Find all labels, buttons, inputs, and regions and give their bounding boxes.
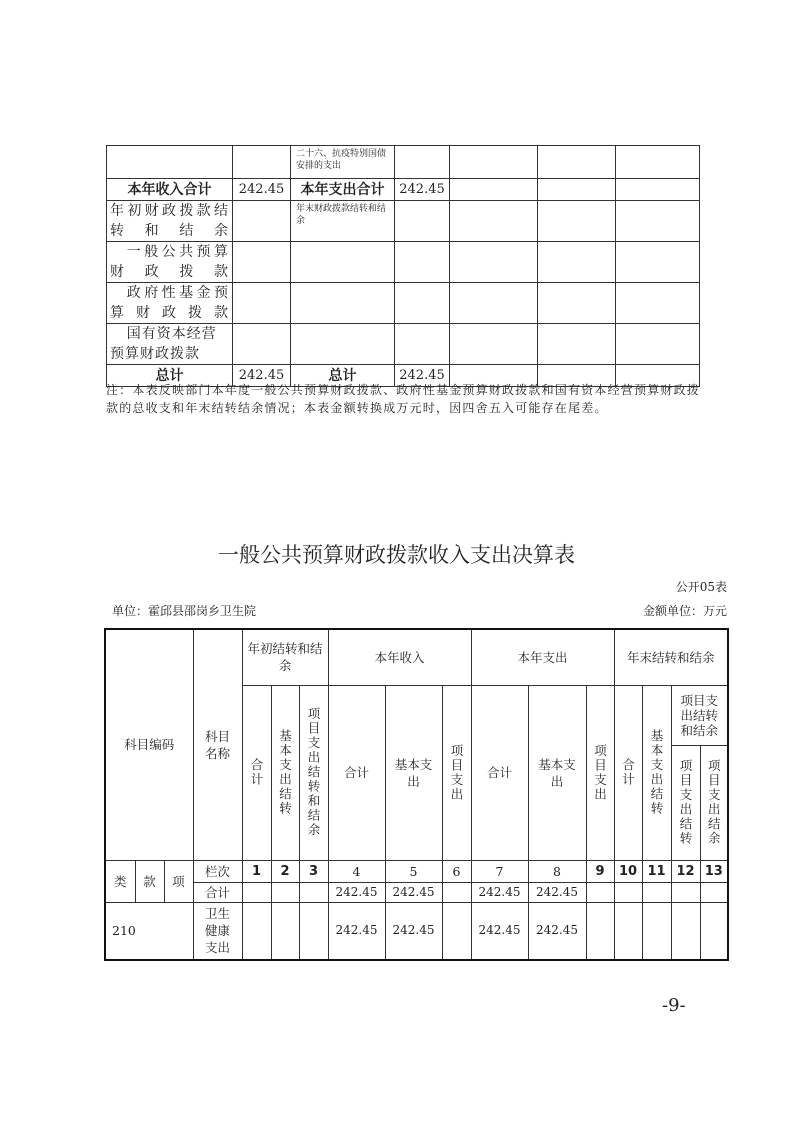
income-label: 一般公共预算财政拨款	[107, 242, 233, 283]
expense-label	[291, 242, 395, 283]
empty-cell	[538, 201, 616, 242]
cell-value	[700, 902, 728, 960]
income-value	[233, 283, 291, 324]
table-row	[107, 146, 700, 179]
budget-settlement-table	[104, 628, 729, 961]
row-name	[193, 902, 242, 960]
expense-label: 年末财政拨款结转和结余	[291, 201, 395, 242]
page-number: -9-	[662, 995, 686, 1016]
income-basic-header	[385, 685, 442, 860]
row-code: 210	[105, 902, 193, 960]
cell-value	[614, 882, 642, 902]
cell-value	[242, 882, 271, 902]
empty-cell	[616, 283, 700, 324]
group-end-header: 年末结转和结余	[614, 629, 728, 685]
column-number: 7	[471, 860, 528, 882]
end-basic-header	[642, 685, 671, 860]
end-project-balance-text: 项目支出结余	[706, 759, 722, 846]
empty-cell	[538, 179, 616, 201]
cell-value	[299, 902, 328, 960]
income-basic-text: 基本支出	[394, 756, 433, 789]
unit-name: 单位：霍邱县邵岗乡卫生院	[112, 604, 257, 618]
income-total-value: 242.45	[233, 179, 291, 201]
cell-value	[614, 902, 642, 960]
column-number: 11	[642, 860, 671, 882]
column-index-row	[105, 860, 728, 882]
expense-total-value: 242.45	[395, 179, 450, 201]
grand-total-label: 总计	[291, 365, 395, 387]
income-value	[233, 201, 291, 242]
income-project-text: 项目支出	[449, 743, 465, 802]
cell-value	[642, 902, 671, 960]
empty-cell	[538, 242, 616, 283]
end-project-balance-header	[700, 745, 728, 860]
cell-value: 242.45	[328, 902, 385, 960]
begin-basic-header	[271, 685, 299, 860]
income-value	[233, 324, 291, 365]
form-number: 公开05表	[675, 580, 727, 594]
income-total-label: 本年收入合计	[107, 179, 233, 201]
column-number: 3	[299, 860, 328, 882]
cell-value	[299, 882, 328, 902]
empty-cell	[538, 324, 616, 365]
expense-project-text: 项目支出	[592, 743, 608, 802]
end-total-header	[614, 685, 642, 860]
cell-value	[671, 902, 700, 960]
cell-value: 242.45	[385, 902, 442, 960]
table-row	[105, 902, 728, 960]
column-number: 13	[700, 860, 728, 882]
expense-project-header	[586, 685, 614, 860]
cell-value: 242.45	[328, 882, 385, 902]
group-income-header: 本年收入	[328, 629, 471, 685]
column-number: 4	[328, 860, 385, 882]
money-unit: 金额单位：万元	[642, 604, 727, 618]
table-row	[107, 179, 700, 201]
column-number: 1	[242, 860, 271, 882]
cell-value	[442, 882, 471, 902]
income-project-header	[442, 685, 471, 860]
cell-value: 242.45	[385, 882, 442, 902]
income-value	[233, 146, 291, 179]
expense-basic-text: 基本支出	[538, 756, 576, 789]
income-value	[233, 242, 291, 283]
expense-total-label: 本年支出合计	[291, 179, 395, 201]
group-begin-header	[242, 629, 328, 685]
cell-value	[671, 882, 700, 902]
cell-value	[586, 882, 614, 902]
group-expense-header: 本年支出	[471, 629, 614, 685]
income-label	[107, 146, 233, 179]
cell-value: 242.45	[471, 902, 528, 960]
grand-total-expense: 242.45	[395, 365, 450, 387]
cell-value: 242.45	[528, 902, 586, 960]
group-begin-text: 年初结转和结余	[247, 641, 323, 674]
report-title: 一般公共预算财政拨款收入支出决算表	[218, 543, 575, 567]
column-number: 8	[528, 860, 586, 882]
expense-total-header: 合计	[471, 685, 528, 860]
table-row	[107, 283, 700, 324]
expense-value	[395, 242, 450, 283]
cell-value	[271, 882, 299, 902]
income-label: 国有资本经营预算财政拨款	[107, 324, 233, 365]
class-header: 类	[105, 860, 135, 902]
cell-value	[271, 902, 299, 960]
end-project-header	[671, 685, 728, 745]
table-row	[105, 882, 728, 902]
end-basic-text: 基本支出结转	[649, 729, 665, 816]
end-project-text: 项目支出结转和结余	[680, 692, 719, 738]
subject-name-text: 科目名称	[204, 728, 230, 761]
financial-summary-table	[106, 145, 700, 387]
column-number: 2	[271, 860, 299, 882]
table-row	[107, 201, 700, 242]
subject-name-header	[193, 629, 242, 860]
table-note: 注：本表反映部门本年度一般公共预算财政拨款、政府性基金预算财政拨款和国有资本经营预算财政拨款的总收支和年末结转结余情况；本表金额转换成万元时，因四舍五入可能存在尾差。	[106, 383, 701, 415]
income-total-header: 合计	[328, 685, 385, 860]
cell-value	[586, 902, 614, 960]
empty-cell	[538, 146, 616, 179]
expense-basic-header	[528, 685, 586, 860]
end-project-carry-text: 项目支出结转	[678, 759, 694, 846]
column-number: 12	[671, 860, 700, 882]
end-project-carry-header	[671, 745, 700, 860]
empty-cell	[450, 242, 538, 283]
begin-project-text: 项目支出结转和结余	[306, 707, 321, 838]
column-index-label: 栏次	[193, 860, 242, 882]
empty-cell	[450, 146, 538, 179]
begin-basic-text: 基本支出结转	[277, 729, 293, 816]
item-header: 项	[164, 860, 193, 902]
cell-value: 242.45	[471, 882, 528, 902]
cell-value	[442, 902, 471, 960]
row-name: 合计	[193, 882, 242, 902]
expense-value	[395, 324, 450, 365]
column-number: 10	[614, 860, 642, 882]
expense-value	[395, 201, 450, 242]
table-row	[107, 324, 700, 365]
column-number: 6	[442, 860, 471, 882]
cell-value: 242.45	[528, 882, 586, 902]
empty-cell	[616, 179, 700, 201]
header-row	[105, 629, 728, 685]
grand-total-income: 242.45	[233, 365, 291, 387]
begin-project-header	[299, 685, 328, 860]
grand-total-label: 总计	[107, 365, 233, 387]
empty-cell	[450, 179, 538, 201]
empty-cell	[450, 283, 538, 324]
expense-label: 二十六、抗疫特别国债安排的支出	[291, 146, 395, 179]
row-name-text: 卫生健康支出	[204, 906, 230, 956]
begin-total-text: 合计	[249, 758, 264, 787]
expense-label	[291, 324, 395, 365]
expense-value	[395, 283, 450, 324]
begin-total-header	[242, 685, 271, 860]
empty-cell	[616, 324, 700, 365]
table-row	[107, 242, 700, 283]
income-label: 年初财政拨款结转和结余	[107, 201, 233, 242]
subject-code-header: 科目编码	[105, 629, 193, 860]
cell-value	[700, 882, 728, 902]
cell-value	[642, 882, 671, 902]
empty-cell	[450, 324, 538, 365]
empty-cell	[538, 283, 616, 324]
cell-value	[242, 902, 271, 960]
empty-cell	[616, 146, 700, 179]
expense-label	[291, 283, 395, 324]
income-label: 政府性基金预算财政拨款	[107, 283, 233, 324]
empty-cell	[450, 201, 538, 242]
column-number: 5	[385, 860, 442, 882]
section-header: 款	[135, 860, 164, 902]
column-number: 9	[586, 860, 614, 882]
empty-cell	[616, 242, 700, 283]
expense-value	[395, 146, 450, 179]
empty-cell	[616, 201, 700, 242]
end-total-text: 合计	[620, 758, 636, 787]
